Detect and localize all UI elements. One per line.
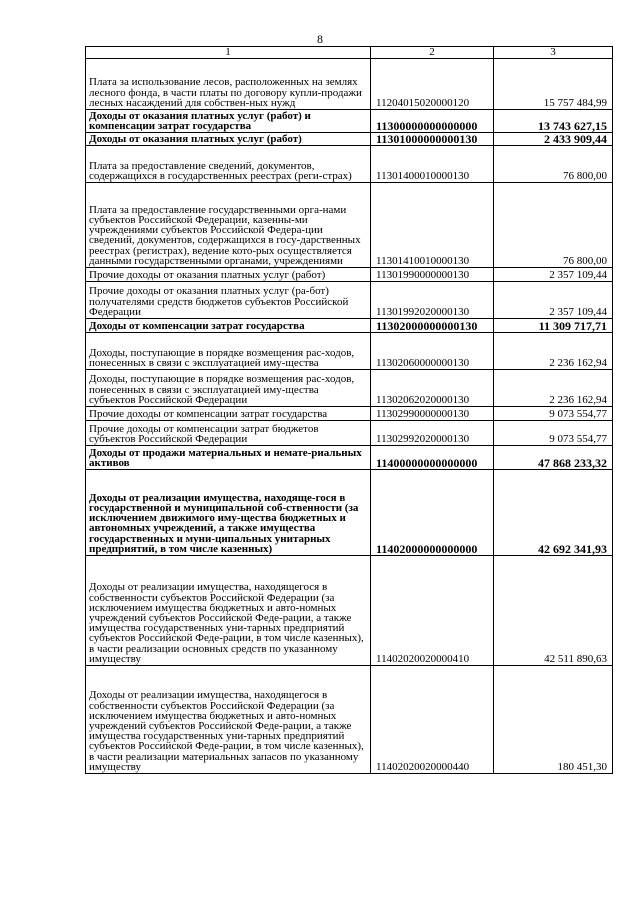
row-amount-cell: 15 757 484,99 xyxy=(494,59,613,110)
row-amount-cell: 42 511 890,63 xyxy=(494,556,613,666)
row-name-cell: Прочие доходы от оказания платных услуг (ра-бот) получателями средств бюджетов субъектов Российской Федерации xyxy=(86,282,371,319)
header-cell-2: 2 xyxy=(371,47,494,59)
row-amount-cell: 42 692 341,93 xyxy=(494,470,613,556)
row-code-cell: 11302000000000130 xyxy=(371,319,494,333)
table-row xyxy=(86,282,613,319)
row-amount-cell: 2 236 162,94 xyxy=(494,333,613,370)
table-row xyxy=(86,133,613,146)
table-row xyxy=(86,446,613,470)
row-name-cell: Доходы от оказания платных услуг (работ) xyxy=(86,133,371,146)
table-row xyxy=(86,470,613,556)
row-name-cell: Плата за предоставление сведений, документов, содержащихся в государственных реестрах (реги-страх) xyxy=(86,146,371,183)
row-amount-cell: 9 073 554,77 xyxy=(494,407,613,421)
row-amount-cell: 11 309 717,71 xyxy=(494,319,613,333)
row-amount-cell: 2 357 109,44 xyxy=(494,268,613,282)
row-code-cell: 11302992020000130 xyxy=(371,421,494,446)
row-name-cell: Доходы от оказания платных услуг (работ) и компенсации затрат государства xyxy=(86,110,371,133)
row-amount-cell: 13 743 627,15 xyxy=(494,110,613,133)
row-code-cell: 11302062020000130 xyxy=(371,370,494,407)
revenue-table xyxy=(85,46,613,774)
row-amount-cell: 47 868 233,32 xyxy=(494,446,613,470)
table-row xyxy=(86,183,613,268)
table-row xyxy=(86,421,613,446)
row-code-cell: 11302990000000130 xyxy=(371,407,494,421)
header-cell-1: 1 xyxy=(86,47,371,59)
page-number: 8 xyxy=(317,32,323,46)
row-code-cell: 11301000000000130 xyxy=(371,133,494,146)
row-code-cell: 11302060000000130 xyxy=(371,333,494,370)
row-name-cell: Доходы от реализации имущества, находящегося в собственности субъектов Российской Федерации (за исключением имущества бюджетных и авто-номных учреждений субъектов Российской Феде-рации, а также имущества государственных уни-тарных предприятий субъектов Российской Феде-рации, в том числе казенных), в части реализации основных средств по указанному имуществу xyxy=(86,556,371,666)
row-amount-cell: 2 357 109,44 xyxy=(494,282,613,319)
table-row xyxy=(86,556,613,666)
row-name-cell: Доходы от продажи материальных и немате-риальных активов xyxy=(86,446,371,470)
row-code-cell: 11301990000000130 xyxy=(371,268,494,282)
row-code-cell: 11402000000000000 xyxy=(371,470,494,556)
row-name-cell: Прочие доходы от оказания платных услуг (работ) xyxy=(86,268,371,282)
row-amount-cell: 180 451,30 xyxy=(494,666,613,774)
header-cell-3: 3 xyxy=(494,47,613,59)
row-name-cell: Прочие доходы от компенсации затрат бюджетов субъектов Российской Федерации xyxy=(86,421,371,446)
table-header-row xyxy=(86,47,613,59)
row-amount-cell: 2 433 909,44 xyxy=(494,133,613,146)
row-code-cell: 11301992020000130 xyxy=(371,282,494,319)
row-name-cell: Доходы, поступающие в порядке возмещения рас-ходов, понесенных в связи с эксплуатацией иму-щества субъектов Российской Федерации xyxy=(86,370,371,407)
row-code-cell: 11301400010000130 xyxy=(371,146,494,183)
table-row xyxy=(86,268,613,282)
row-code-cell: 11300000000000000 xyxy=(371,110,494,133)
row-amount-cell: 9 073 554,77 xyxy=(494,421,613,446)
row-amount-cell: 76 800,00 xyxy=(494,183,613,268)
table-row xyxy=(86,146,613,183)
table-body xyxy=(86,59,613,774)
row-code-cell: 11402020020000410 xyxy=(371,556,494,666)
table-row xyxy=(86,666,613,774)
table-row xyxy=(86,407,613,421)
row-name-cell: Доходы, поступающие в порядке возмещения рас-ходов, понесенных в связи с эксплуатацией иму-щества xyxy=(86,333,371,370)
row-amount-cell: 76 800,00 xyxy=(494,146,613,183)
row-code-cell: 11204015020000120 xyxy=(371,59,494,110)
table-row xyxy=(86,370,613,407)
table-row xyxy=(86,110,613,133)
row-code-cell: 11400000000000000 xyxy=(371,446,494,470)
table-row xyxy=(86,333,613,370)
row-name-cell: Доходы от реализации имущества, находяще-гося в государственной и муниципальной соб-ственности (за исключением движимого иму-щества бюджетных и автономных учреждений, а также имущества государственных и муни-ципальных унитарных предприятий, в том числе казенных) xyxy=(86,470,371,556)
row-name-cell: Доходы от реализации имущества, находящегося в собственности субъектов Российской Федерации (за исключением имущества бюджетных и авто-номных учреждений субъектов Российской Феде-рации, а также имущества государственных уни-тарных предприятий субъектов Российской Феде-рации, в том числе казенных), в части реализации материальных запасов по указанному имуществу xyxy=(86,666,371,774)
row-amount-cell: 2 236 162,94 xyxy=(494,370,613,407)
row-name-cell: Плата за предоставление государственными орга-нами субъектов Российской Федерации, казенны-ми учреждениями субъектов Российской Федера-ции сведений, документов, содержащихся в госу-дарственных реестрах (регистрах), ведение кото-рых осуществляется данными государственными органами, учреждениями xyxy=(86,183,371,268)
table-row xyxy=(86,59,613,110)
row-code-cell: 11301410010000130 xyxy=(371,183,494,268)
row-code-cell: 11402020020000440 xyxy=(371,666,494,774)
table-row xyxy=(86,319,613,333)
row-name-cell: Прочие доходы от компенсации затрат государства xyxy=(86,407,371,421)
row-name-cell: Доходы от компенсации затрат государства xyxy=(86,319,371,333)
row-name-cell: Плата за использование лесов, расположенных на землях лесного фонда, в части платы по договору купли-продажи лесных насаждений для собствен-ных нужд xyxy=(86,59,371,110)
